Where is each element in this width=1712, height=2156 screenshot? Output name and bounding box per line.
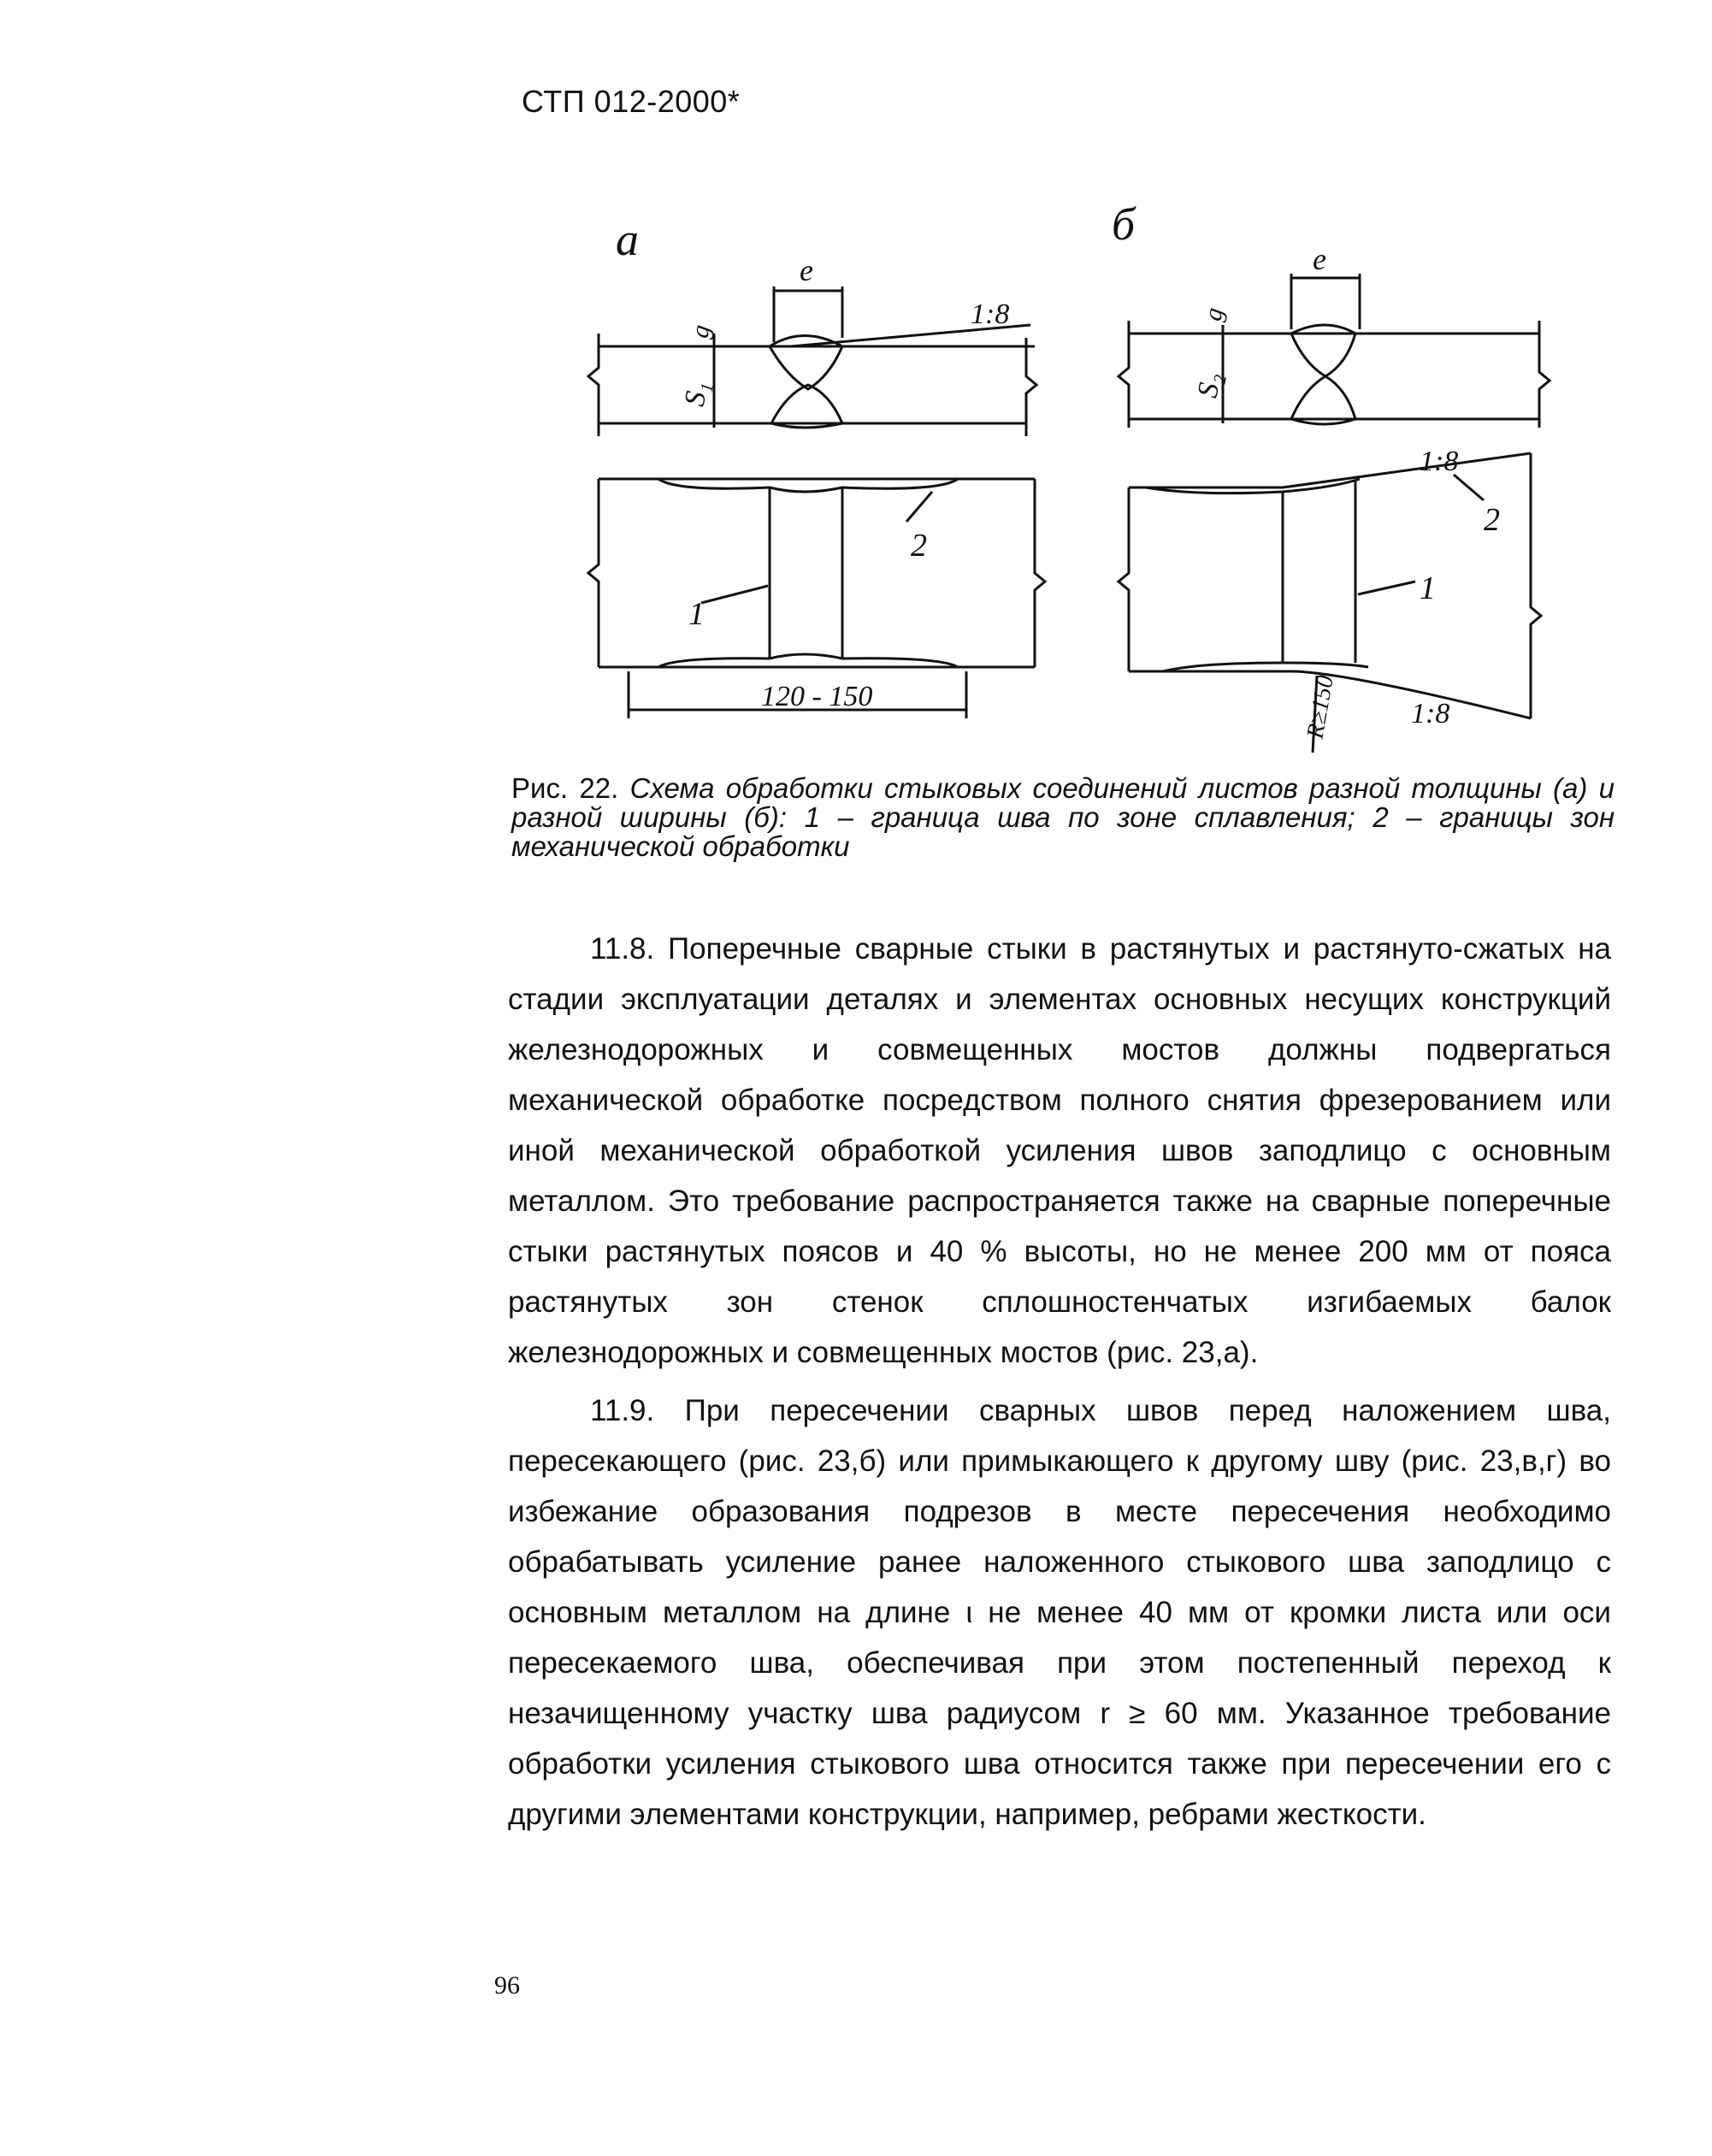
panel-a-s1-label: S₁	[678, 379, 715, 409]
panel-b-label: б	[1112, 198, 1136, 250]
panel-b-radius: R≥150	[1302, 673, 1339, 741]
panel-a-mark-1: 1	[688, 596, 705, 632]
weld-diagram	[547, 197, 1556, 795]
panel-b-s2-label: S₂	[1191, 370, 1228, 400]
panel-a-e-label: e	[800, 253, 813, 287]
panel-a-label: а	[616, 214, 639, 265]
panel-b-slope-bottom: 1:8	[1411, 698, 1450, 729]
paragraph-text: Поперечные сварные стыки в растянутых и растянуто-сжатых на стадии эксплуатации деталях и элементах основных несущих конструкций железнодорожных и совмещенных мостов должны подвергаться механической обработке посредством полного снятия фрезерованием или иной механической обработкой усиления швов заподлицо с основным металлом. Это требование распространяется также на сварные поперечные стыки растянутых поясов и 40 % высоты, но не менее 200 мм от пояса растянутых зон стенок сплошностенчатых изгибаемых балок железнодорожных и совмещенных мостов (рис. 23,а).	[508, 932, 1611, 1369]
panel-b-slope-top: 1:8	[1420, 446, 1459, 477]
document-code: СТП 012-2000*	[522, 84, 741, 119]
panel-b-section	[1119, 242, 1550, 428]
panel-a-mark-2: 2	[911, 528, 927, 564]
panel-b-mark-2: 2	[1484, 502, 1500, 538]
panel-b-mark-1: 1	[1420, 570, 1436, 606]
panel-b-plan	[1119, 446, 1541, 753]
panel-a-slope-label: 1:8	[971, 298, 1010, 330]
paragraph-text: При пересечении сварных швов перед наложением шва, пересекающего (рис. 23,б) или примыкающего к другому шву (рис. 23,в,г) во избежание образования подрезов в месте пересечения необходимо обрабатывать усиление ранее наложенного стыкового шва заподлицо с основным металлом на длине ι не менее 40 мм от кромки листа или оси пересекаемого шва, обеспечивая при этом постепенный переход к незачищенному участку шва радиусом r ≥ 60 мм. Указанное требование обработки усиления стыкового шва относится также при пересечении его с другими элементами конструкции, например, ребрами жесткости.	[508, 1394, 1611, 1831]
paragraph-number: 11.9.	[590, 1394, 655, 1427]
panel-b-g-label: g	[1198, 305, 1229, 323]
paragraph-number: 11.8.	[590, 932, 655, 966]
panel-a-section	[588, 253, 1036, 436]
caption-text: Схема обработки стыковых соединений листов разной толщины (а) и разной ширины (б): 1 – граница шва по зоне сплавления; 2 – границы зон механической обработки	[511, 772, 1615, 862]
panel-a-plan	[588, 479, 1045, 718]
figure-22	[547, 197, 1556, 795]
panel-a-g-label: g	[685, 322, 716, 340]
page-number: 96	[494, 1971, 520, 1999]
caption-prefix: Рис. 22.	[511, 772, 619, 804]
paragraph-11-8	[508, 924, 1611, 1378]
panel-a-dimension: 120 - 150	[761, 681, 873, 712]
figure-caption	[511, 774, 1615, 861]
panel-b-e-label: e	[1313, 242, 1326, 276]
paragraph-11-9	[508, 1385, 1611, 1840]
